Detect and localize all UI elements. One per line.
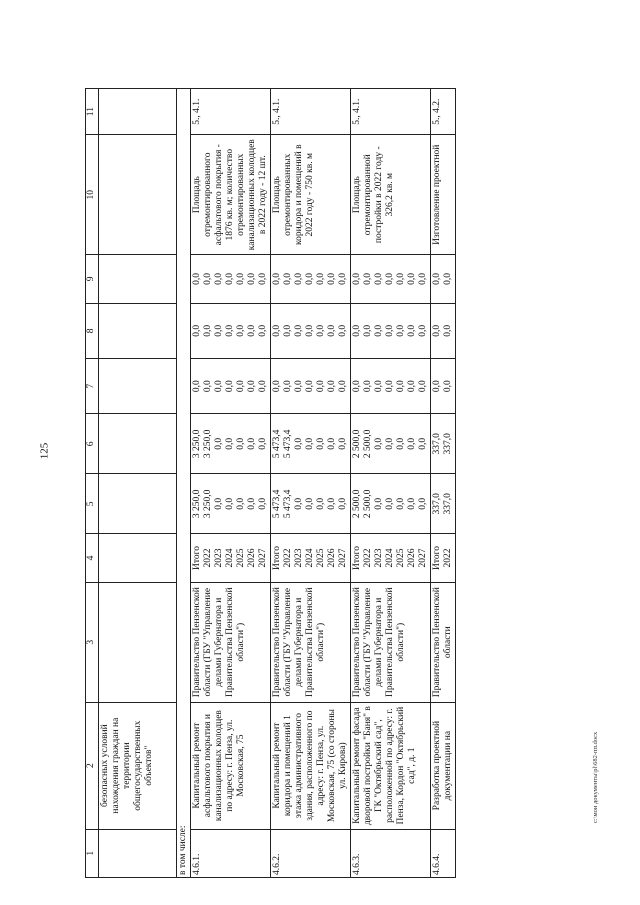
row-col5 xyxy=(431,474,456,534)
row-col6-value: 0,0 xyxy=(305,437,315,450)
row-col9-value: 0,0 xyxy=(214,272,224,285)
row-col9-value: 0,0 xyxy=(272,272,282,285)
row-col6-value: 0,0 xyxy=(294,437,304,450)
row-col6-value: 0,0 xyxy=(407,437,417,450)
row-col8-value: 0,0 xyxy=(258,324,268,337)
row-col7-value: 0,0 xyxy=(418,380,428,393)
row-col5 xyxy=(351,474,431,534)
row-col9-value: 0,0 xyxy=(236,272,246,285)
row-col5-value: 3 250,0 xyxy=(192,489,202,519)
row-col9 xyxy=(431,255,456,303)
row-years-value: Итого xyxy=(192,546,202,571)
row-col6-value: 5 473,4 xyxy=(283,429,293,459)
row-col5-value: 5 473,4 xyxy=(272,489,282,519)
row-col7-value: 0,0 xyxy=(363,380,373,393)
row-indicator: Площадь отремонтированных коридора и помещений в 2022 году - 750 кв. м xyxy=(271,135,351,255)
row-col5 xyxy=(271,474,351,534)
row-col5-value: 337,0 xyxy=(432,493,442,515)
footer-path: c:\мои документы\pl\682-пп.docx xyxy=(592,731,599,823)
row-col7-value: 0,0 xyxy=(316,380,326,393)
row-col7-value: 0,0 xyxy=(385,380,395,393)
row-col9-value: 0,0 xyxy=(385,272,395,285)
row-col8-value: 0,0 xyxy=(396,324,406,337)
row-name: Разработка проектной документации на xyxy=(431,702,456,829)
row-years-value: 2026 xyxy=(407,548,417,568)
row-col5-value: 0,0 xyxy=(374,497,384,510)
row-col8-value: 0,0 xyxy=(407,324,417,337)
row-col6-value: 2 500,0 xyxy=(352,429,362,459)
row-col7-value: 0,0 xyxy=(305,380,315,393)
row-col8-value: 0,0 xyxy=(214,324,224,337)
row-link: 5., 4.1. xyxy=(271,89,351,135)
row-years-value: 2022 xyxy=(283,548,293,568)
row-col9-value: 0,0 xyxy=(432,272,442,285)
row-col9-value: 0,0 xyxy=(316,272,326,285)
row-col7-value: 0,0 xyxy=(432,380,442,393)
row-col6-value: 0,0 xyxy=(396,437,406,450)
col-header-6: 6 xyxy=(86,414,99,474)
row-col8-value: 0,0 xyxy=(283,324,293,337)
row-col5-value: 0,0 xyxy=(294,497,304,510)
row-col8-value: 0,0 xyxy=(338,324,348,337)
row-col5-value: 0,0 xyxy=(418,497,428,510)
row-col5-value: 337,0 xyxy=(443,493,453,515)
row-years-value: 2024 xyxy=(225,548,235,568)
row-col6-value: 5 473,4 xyxy=(272,429,282,459)
row-years-value: 2024 xyxy=(305,548,315,568)
row-number: 4.6.2. xyxy=(271,829,351,877)
row-col5-value: 5 473,4 xyxy=(283,489,293,519)
row-col6 xyxy=(351,414,431,474)
col-header-1: 1 xyxy=(86,829,99,877)
row-col5-value: 0,0 xyxy=(247,497,257,510)
row-col9-value: 0,0 xyxy=(443,272,453,285)
row-col9-value: 0,0 xyxy=(283,272,293,285)
row-years-value: 2022 xyxy=(203,548,213,568)
row-col6-value: 0,0 xyxy=(214,437,224,450)
row-years-value: 2026 xyxy=(327,548,337,568)
row-col5-value: 0,0 xyxy=(316,497,326,510)
row-col7-value: 0,0 xyxy=(407,380,417,393)
row-col6-value: 0,0 xyxy=(418,437,428,450)
row-col9-value: 0,0 xyxy=(338,272,348,285)
row-col7 xyxy=(271,359,351,414)
row-col9-value: 0,0 xyxy=(407,272,417,285)
row-col6-value: 0,0 xyxy=(385,437,395,450)
row-col5-value: 0,0 xyxy=(327,497,337,510)
table-row xyxy=(271,89,351,878)
row-col8-value: 0,0 xyxy=(305,324,315,337)
row-col8-value: 0,0 xyxy=(294,324,304,337)
row-col7-value: 0,0 xyxy=(294,380,304,393)
row-years-value: 2027 xyxy=(338,548,348,568)
row-link: 5., 4.1. xyxy=(191,89,271,135)
row-col7 xyxy=(351,359,431,414)
row-col9-value: 0,0 xyxy=(305,272,315,285)
row-col7-value: 0,0 xyxy=(338,380,348,393)
row-years xyxy=(191,534,271,582)
row-col8-value: 0,0 xyxy=(363,324,373,337)
row-years-value: 2024 xyxy=(385,548,395,568)
table-row xyxy=(191,89,271,878)
row-organization: Правительство Пензенской области (ГБУ "Управление делами Губернатора и Правительства Пензенской области") xyxy=(191,582,271,702)
col-header-9: 9 xyxy=(86,255,99,303)
row-link: 5., 4.1. xyxy=(351,89,431,135)
row-col8-value: 0,0 xyxy=(225,324,235,337)
row-col8-value: 0,0 xyxy=(272,324,282,337)
row-col7-value: 0,0 xyxy=(236,380,246,393)
row-col9-value: 0,0 xyxy=(374,272,384,285)
rotated-table-container xyxy=(85,88,585,878)
row-years-value: 2025 xyxy=(236,548,246,568)
row-col9 xyxy=(271,255,351,303)
row-col5-value: 0,0 xyxy=(407,497,417,510)
row-col5-value: 3 250,0 xyxy=(203,489,213,519)
row-col9 xyxy=(351,255,431,303)
row-col9 xyxy=(191,255,271,303)
row-col7 xyxy=(191,359,271,414)
row-years-value: 2026 xyxy=(247,548,257,568)
row-years-value: 2022 xyxy=(363,548,373,568)
row-col8-value: 0,0 xyxy=(236,324,246,337)
row-col8-value: 0,0 xyxy=(432,324,442,337)
row-years-value: 2027 xyxy=(258,548,268,568)
row-col9-value: 0,0 xyxy=(203,272,213,285)
row-col8-value: 0,0 xyxy=(385,324,395,337)
row-col6-value: 0,0 xyxy=(338,437,348,450)
row-col6-value: 3 250,0 xyxy=(203,429,213,459)
row-col7-value: 0,0 xyxy=(225,380,235,393)
col-header-10: 10 xyxy=(86,135,99,255)
row-years-value: Итого xyxy=(432,546,442,571)
row-col6-value: 0,0 xyxy=(316,437,326,450)
row-col6-value: 337,0 xyxy=(443,433,453,455)
row-col7-value: 0,0 xyxy=(192,380,202,393)
row-col8-value: 0,0 xyxy=(247,324,257,337)
row-col7-value: 0,0 xyxy=(327,380,337,393)
col-header-8: 8 xyxy=(86,303,99,358)
budget-table xyxy=(85,88,456,878)
continuation-row xyxy=(99,89,177,878)
row-col6-value: 0,0 xyxy=(327,437,337,450)
col-header-4: 4 xyxy=(86,534,99,582)
row-col8-value: 0,0 xyxy=(203,324,213,337)
row-col7-value: 0,0 xyxy=(283,380,293,393)
subsection-label: в том числе: xyxy=(177,89,191,878)
row-col5-value: 2 500,0 xyxy=(352,489,362,519)
row-years-value: Итого xyxy=(352,546,362,571)
row-col7-value: 0,0 xyxy=(258,380,268,393)
row-col8-value: 0,0 xyxy=(352,324,362,337)
row-col8 xyxy=(191,303,271,358)
row-col6-value: 3 250,0 xyxy=(192,429,202,459)
row-years-value: 2023 xyxy=(294,548,304,568)
continuation-name: безопасных условий нахождения граждан на территории общегосударственных объектов" xyxy=(99,702,177,829)
row-col5-value: 0,0 xyxy=(258,497,268,510)
col-header-11: 11 xyxy=(86,89,99,135)
row-years-value: 2027 xyxy=(418,548,428,568)
row-col6-value: 0,0 xyxy=(374,437,384,450)
row-col5-value: 0,0 xyxy=(214,497,224,510)
row-col5-value: 0,0 xyxy=(338,497,348,510)
row-col6-value: 0,0 xyxy=(247,437,257,450)
row-years-value: 2022 xyxy=(443,548,453,568)
row-indicator: Площадь отремонтированной постройки в 2022 году - 326,2 кв. м xyxy=(351,135,431,255)
row-col5 xyxy=(191,474,271,534)
row-col6-value: 337,0 xyxy=(432,433,442,455)
row-col8 xyxy=(351,303,431,358)
row-col5-value: 0,0 xyxy=(385,497,395,510)
row-col9-value: 0,0 xyxy=(418,272,428,285)
row-years-value: 2025 xyxy=(316,548,326,568)
row-years-value: 2023 xyxy=(214,548,224,568)
row-col9-value: 0,0 xyxy=(225,272,235,285)
row-col6 xyxy=(191,414,271,474)
row-name: Капитальный ремонт коридора и помещений 1 этажа административного здания, расположенного по адресу: г. Пенза, ул. Московская, 75 (со стороны ул. Кирова) xyxy=(271,702,351,829)
row-years-value: 2025 xyxy=(396,548,406,568)
row-name: Капитальный ремонт фасада дворовой постройки "Баня" в ГК "Октябрьский сад", расположенной по адресу: г. Пенза, Кордон "Октябрьский сад", д. 1 xyxy=(351,702,431,829)
subsection-label-row xyxy=(177,89,191,878)
row-col7 xyxy=(431,359,456,414)
row-years xyxy=(271,534,351,582)
row-col8-value: 0,0 xyxy=(443,324,453,337)
row-col9-value: 0,0 xyxy=(294,272,304,285)
row-col8-value: 0,0 xyxy=(316,324,326,337)
row-number: 4.6.1. xyxy=(191,829,271,877)
row-organization: Правительство Пензенской области xyxy=(431,582,456,702)
row-col7-value: 0,0 xyxy=(374,380,384,393)
row-years xyxy=(431,534,456,582)
row-col9-value: 0,0 xyxy=(327,272,337,285)
col-header-7: 7 xyxy=(86,359,99,414)
row-col7-value: 0,0 xyxy=(443,380,453,393)
row-col6 xyxy=(271,414,351,474)
page-number: 125 xyxy=(38,442,51,460)
row-link: 5., 4.2. xyxy=(431,89,456,135)
row-col9-value: 0,0 xyxy=(247,272,257,285)
row-col7-value: 0,0 xyxy=(214,380,224,393)
table-row xyxy=(431,89,456,878)
row-col9-value: 0,0 xyxy=(396,272,406,285)
row-col5-value: 0,0 xyxy=(396,497,406,510)
row-name: Капитальный ремонт асфальтового покрытия и канализационных колодцев по адресу: г. Пенза, ул. Московская, 75 xyxy=(191,702,271,829)
row-col8-value: 0,0 xyxy=(192,324,202,337)
col-header-2: 2 xyxy=(86,702,99,829)
row-col7-value: 0,0 xyxy=(203,380,213,393)
row-indicator: Изготовление проектной xyxy=(431,135,456,255)
row-col9-value: 0,0 xyxy=(258,272,268,285)
row-col6-value: 0,0 xyxy=(258,437,268,450)
col-header-5: 5 xyxy=(86,474,99,534)
row-col8-value: 0,0 xyxy=(374,324,384,337)
row-col5-value: 0,0 xyxy=(225,497,235,510)
row-col8-value: 0,0 xyxy=(327,324,337,337)
row-col5-value: 0,0 xyxy=(305,497,315,510)
row-years xyxy=(351,534,431,582)
row-years-value: 2023 xyxy=(374,548,384,568)
row-organization: Правительство Пензенской области (ГБУ "Управление делами Губернатора и Правительства Пензенской области") xyxy=(351,582,431,702)
table-row xyxy=(351,89,431,878)
row-indicator: Площадь отремонтированного асфальтового покрытия - 1876 кв. м; количество отремонтированных канализационных колодцев в 2022 году - 12 шт. xyxy=(191,135,271,255)
row-col7-value: 0,0 xyxy=(272,380,282,393)
col-header-3: 3 xyxy=(86,582,99,702)
row-col6-value: 0,0 xyxy=(225,437,235,450)
row-col5-value: 2 500,0 xyxy=(363,489,373,519)
row-number: 4.6.4. xyxy=(431,829,456,877)
row-col5-value: 0,0 xyxy=(236,497,246,510)
row-organization: Правительство Пензенской области (ГБУ "Управление делами Губернатора и Правительства Пензенской области") xyxy=(271,582,351,702)
row-col8-value: 0,0 xyxy=(418,324,428,337)
row-col9-value: 0,0 xyxy=(363,272,373,285)
row-col8 xyxy=(271,303,351,358)
column-number-row xyxy=(86,89,99,878)
row-col6 xyxy=(431,414,456,474)
row-years-value: Итого xyxy=(272,546,282,571)
row-col7-value: 0,0 xyxy=(352,380,362,393)
row-col7-value: 0,0 xyxy=(247,380,257,393)
row-col9-value: 0,0 xyxy=(352,272,362,285)
row-col8 xyxy=(431,303,456,358)
row-col6-value: 2 500,0 xyxy=(363,429,373,459)
row-col7-value: 0,0 xyxy=(396,380,406,393)
row-number: 4.6.3. xyxy=(351,829,431,877)
row-col6-value: 0,0 xyxy=(236,437,246,450)
row-col9-value: 0,0 xyxy=(192,272,202,285)
